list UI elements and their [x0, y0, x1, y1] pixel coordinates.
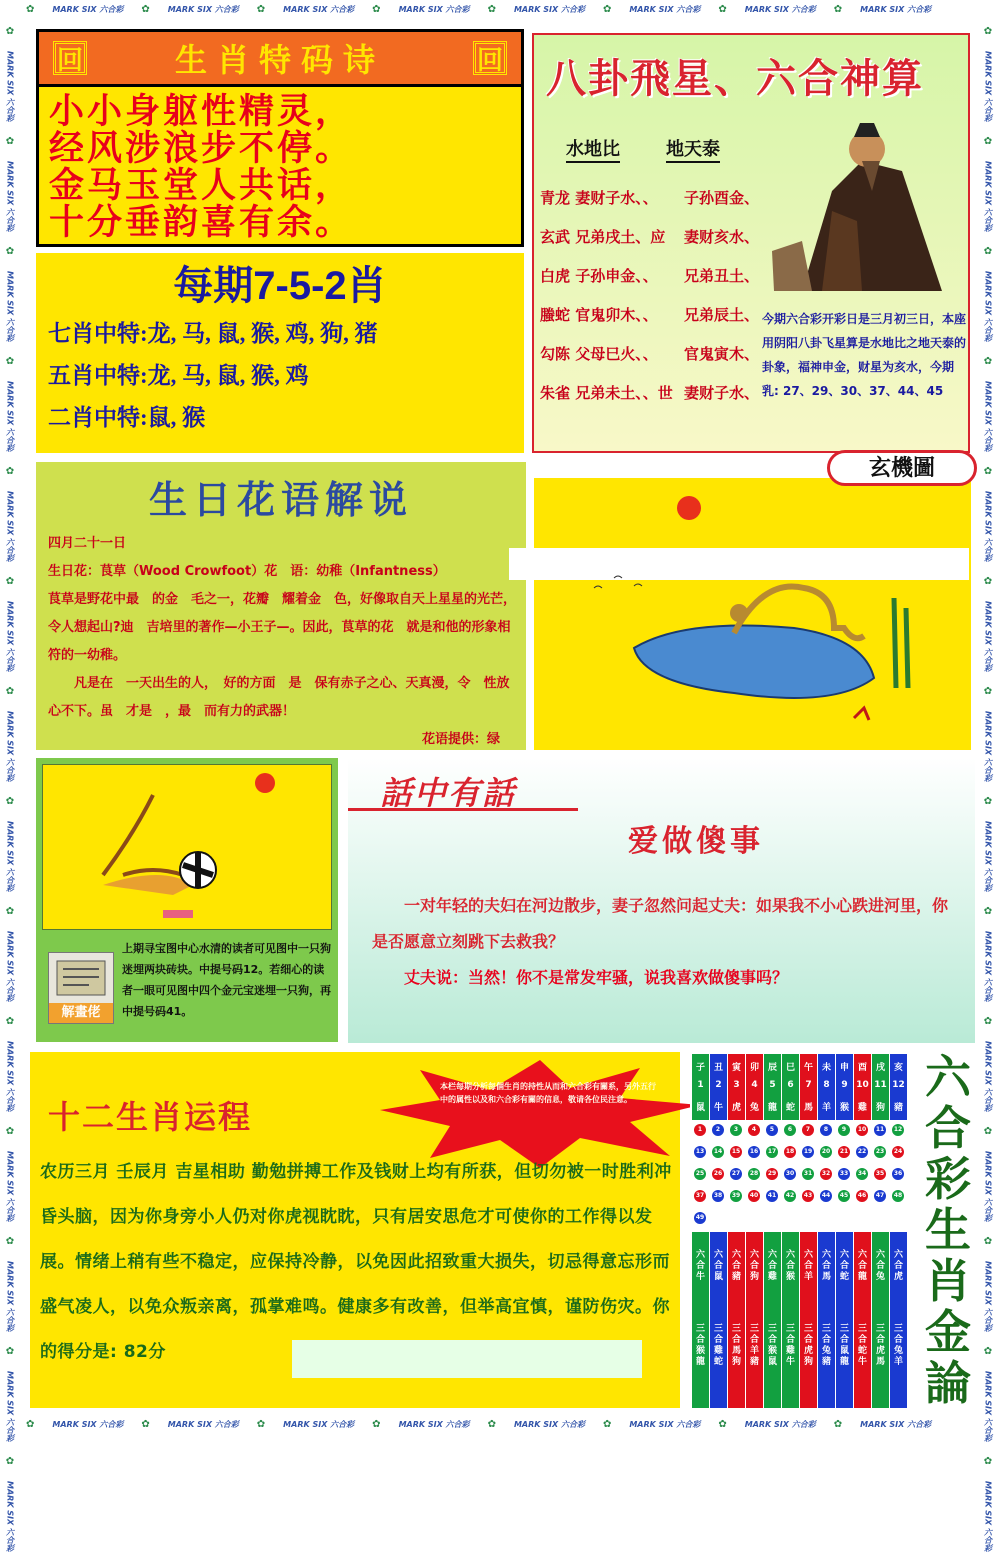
brand-mark: MARK SIX 六合彩 [5, 1041, 15, 1112]
number-ball: 41 [766, 1190, 778, 1202]
puzzle-description: 上期寻宝图中心水清的读者可见图中一只狗迷埋两块砖块。中提号码12。若细心的读者一眼可见图中四个金元宝迷埋一只狗，再中提号码41。 [122, 942, 331, 1018]
title-char: 生 [925, 1203, 971, 1257]
picks-title: 每期7-5-2肖 [173, 264, 387, 308]
zodiac-cell: 蛇 [785, 1103, 795, 1113]
zodiac-cell: 辰 [767, 1063, 777, 1073]
flower-icon: ✿ [256, 1418, 266, 1430]
liuhe-cell: 六合鼠 [713, 1250, 723, 1282]
number-ball: 35 [874, 1168, 886, 1180]
number-ball: 18 [784, 1146, 796, 1158]
liuhe-cell: 六合蛇 [839, 1250, 849, 1282]
brand-mark: MARK SIX 六合彩 [983, 1481, 993, 1552]
number-ball: 33 [838, 1168, 850, 1180]
brand-mark: MARK SIX 六合彩 [744, 4, 816, 14]
zodiac-cell: 3 [733, 1080, 740, 1090]
story-panel [348, 758, 975, 1043]
gua-line: 妻财子水、 [684, 384, 760, 402]
gua-line: 官鬼寅木、 [684, 345, 760, 363]
liuhe-cell: 六合豬 [731, 1250, 741, 1282]
flower-icon: ✿ [602, 1418, 612, 1430]
brand-mark: MARK SIX 六合彩 [983, 1261, 993, 1332]
liuhe-cell: 六合猴 [785, 1250, 795, 1282]
number-ball: 47 [874, 1190, 886, 1202]
story-paragraph: 丈夫说：当然！你不是常发牢骚，说我喜欢做傻事吗？ [404, 968, 789, 987]
brand-mark: MARK SIX 六合彩 [5, 1151, 15, 1222]
flower-icon: ✿ [5, 136, 15, 147]
number-ball: 21 [838, 1146, 850, 1158]
number-ball: 40 [748, 1190, 760, 1202]
number-ball: 7 [802, 1124, 814, 1136]
flower-title: 生日花语解说 [148, 477, 413, 522]
brand-mark: MARK SIX 六合彩 [629, 4, 701, 14]
number-ball: 46 [856, 1190, 868, 1202]
zodiac-column [890, 1054, 907, 1408]
brand-mark: MARK SIX 六合彩 [983, 1041, 993, 1112]
flower-icon: ✿ [256, 3, 266, 15]
zodiac-column [782, 1054, 799, 1408]
zodiac-cell: 戌 [875, 1063, 885, 1073]
number-ball: 25 [694, 1168, 706, 1180]
number-ball: 30 [784, 1168, 796, 1180]
poem-line: 十分垂韵喜有余。 [49, 202, 354, 243]
sanhe-cell: 三合猴鼠 [767, 1324, 777, 1367]
poem-line: 小小身躯性精灵， [49, 91, 354, 132]
title-char: 合 [925, 1101, 971, 1155]
zodiac-cell: 丑 [713, 1063, 723, 1073]
brand-mark: MARK SIX 六合彩 [167, 4, 239, 14]
flower-icon: ✿ [26, 1418, 35, 1430]
number-ball: 12 [892, 1124, 904, 1136]
liuhe-cell: 六合狗 [749, 1250, 759, 1282]
flower-icon: ✿ [5, 686, 15, 697]
xuanji-panel [534, 455, 971, 750]
number-ball: 2 [712, 1124, 724, 1136]
brand-mark: MARK SIX 六合彩 [5, 1371, 15, 1442]
brand-mark: MARK SIX 六合彩 [513, 1419, 585, 1429]
flower-icon: ✿ [983, 1016, 993, 1027]
rock-shape [634, 626, 874, 699]
flower-icon: ✿ [5, 576, 15, 587]
brand-mark: MARK SIX 六合彩 [398, 4, 470, 14]
scroll-icon [49, 953, 113, 1003]
flower-icon: ✿ [5, 26, 15, 37]
brand-mark: MARK SIX 六合彩 [5, 821, 15, 892]
zodiac-cell: 雞 [857, 1103, 867, 1113]
brand-mark: MARK SIX 六合彩 [52, 4, 124, 14]
flower-icon: ✿ [487, 1418, 496, 1430]
sun-icon [255, 773, 275, 793]
zodiac-cell: 1 [697, 1080, 704, 1090]
flower-icon: ✿ [983, 1236, 993, 1247]
brand-mark: MARK SIX 六合彩 [860, 1419, 932, 1429]
flower-icon: ✿ [5, 1346, 15, 1357]
brand-mark: MARK SIX 六合彩 [744, 1419, 816, 1429]
vertical-title [920, 1052, 976, 1412]
number-ball: 45 [838, 1190, 850, 1202]
flower-icon: ✿ [141, 1418, 150, 1430]
gua-line: 朱雀 兄弟未土、、世 [540, 384, 673, 402]
zodiac-column [764, 1054, 781, 1408]
number-ball: 15 [730, 1146, 742, 1158]
flower-icon: ✿ [718, 1418, 727, 1430]
zodiac-picks-panel [36, 253, 524, 453]
gua-right: 地天泰 [666, 135, 720, 163]
flower-icon: ✿ [983, 26, 993, 37]
number-ball: 10 [856, 1124, 868, 1136]
flower-icon: ✿ [141, 3, 150, 15]
pick-row: 七肖中特:龙, 马, 鼠, 猴, 鸡, 狗, 猪 [48, 321, 378, 346]
zodiac-cell: 虎 [731, 1103, 741, 1113]
flower-icon: ✿ [372, 3, 381, 15]
poem-title: 生肖特码诗 [174, 41, 385, 79]
number-ball: 48 [892, 1190, 904, 1202]
zodiac-column [818, 1054, 835, 1408]
brand-mark: MARK SIX 六合彩 [629, 1419, 701, 1429]
flower-icon: ✿ [718, 3, 727, 15]
number-ball: 29 [766, 1168, 778, 1180]
zodiac-cell: 羊 [821, 1103, 831, 1113]
zodiac-cell: 龍 [767, 1103, 777, 1113]
poem-header [39, 32, 521, 84]
zodiac-column [746, 1054, 763, 1408]
gua-column-right [684, 187, 759, 421]
flower-source: 花语提供：绿 [421, 732, 500, 747]
bagua-note: 今期六合彩开彩日是三月初三日，本座用阴阳八卦飞星算是水地比之地天泰的卦象，福神申金，财星为亥水，今期乳: 27、29、30、37、44、45 [762, 312, 967, 398]
number-ball: 24 [892, 1146, 904, 1158]
liuhe-cell: 六合虎 [893, 1250, 903, 1282]
liuhe-cell: 六合龍 [857, 1250, 867, 1282]
number-ball: 36 [892, 1168, 904, 1180]
flower-icon: ✿ [5, 1456, 15, 1467]
sanhe-cell: 三合虎狗 [803, 1324, 813, 1367]
zodiac-cell: 子 [695, 1063, 705, 1073]
title-char: 肖 [925, 1254, 971, 1308]
gua-line: 青龙 妻财子水、、 [540, 189, 658, 207]
brand-mark: MARK SIX 六合彩 [983, 711, 993, 782]
flower-paragraph: 凡是在 一天出生的人， 好的方面 是 保有赤子之心、天真漫，令 性放心不下。虽 才是 ，最 而有力的武器！ [48, 676, 510, 719]
flower-icon: ✿ [5, 246, 15, 257]
brand-mark: MARK SIX 六合彩 [983, 1151, 993, 1222]
number-ball: 38 [712, 1190, 724, 1202]
zodiac-cell: 4 [751, 1080, 758, 1090]
sage-illustration [762, 101, 962, 301]
flower-icon: ✿ [983, 686, 993, 697]
burst-text: 本栏每期分析每個生肖的持性从而和六合彩有關系，另外五行中的属性以及和六合彩有關的信息，敬请各位民注意。 [440, 1082, 656, 1104]
number-ball: 23 [874, 1146, 886, 1158]
bagua-panel [532, 33, 970, 453]
zodiac-fortune-panel [30, 1052, 680, 1408]
zodiac-column [854, 1054, 871, 1408]
number-ball: 39 [730, 1190, 742, 1202]
flower-icon: ✿ [487, 3, 496, 15]
flower-icon: ✿ [983, 466, 993, 477]
brand-mark: MARK SIX 六合彩 [983, 271, 993, 342]
flower-icon: ✿ [5, 1236, 15, 1247]
zodiac-text: 农历三月 壬辰月 吉星相助 勤勉拼搏工作及钱财上均有所获，但切勿被一时胜利冲昏头脑，因为你身旁小人仍对你虎视眈眈，只有居安思危才可使你的工作得以发展。情绪上稍有些不稳定，应保持冷静，以免因此招致重大损失，切忌得意忘形而盛气凌人，以免众叛亲离，孤掌难鸣。健康多有改善，但举高宜慎，谨防伤灾。你的得分是: 82分 [40, 1162, 672, 1362]
zodiac-cell: 8 [823, 1080, 830, 1090]
zodiac-cell: 巳 [785, 1063, 795, 1073]
flower-icon: ✿ [983, 1126, 993, 1137]
flower-icon: ✿ [5, 1126, 15, 1137]
number-ball: 5 [766, 1124, 778, 1136]
brand-mark: MARK SIX 六合彩 [5, 1261, 15, 1332]
brand-mark: MARK SIX 六合彩 [5, 271, 15, 342]
xuanji-scene [534, 478, 971, 750]
zodiac-cell: 牛 [713, 1103, 723, 1113]
brand-mark: MARK SIX 六合彩 [983, 601, 993, 672]
top-border-strip [0, 0, 998, 18]
zodiac-column [710, 1054, 727, 1408]
sanhe-cell: 三合蛇牛 [857, 1324, 867, 1367]
flower-line: 生日花：茛草（Wood Crowfoot）花 语：幼稚（Infantness） [48, 564, 446, 579]
zodiac-cell: 寅 [731, 1063, 741, 1073]
zodiac-column [872, 1054, 889, 1408]
brand-mark: MARK SIX 六合彩 [283, 4, 355, 14]
bottom-border-strip [0, 1415, 998, 1433]
number-ball: 34 [856, 1168, 868, 1180]
zodiac-cell: 卯 [749, 1063, 759, 1073]
brand-mark: MARK SIX 六合彩 [5, 51, 15, 122]
number-ball: 20 [820, 1146, 832, 1158]
zodiac-column [692, 1054, 709, 1408]
brand-mark: MARK SIX 六合彩 [5, 491, 15, 562]
zodiac-cell: 馬 [803, 1103, 813, 1113]
zodiac-cell: 鼠 [695, 1103, 705, 1113]
sanhe-cell: 三合兔羊 [893, 1324, 903, 1367]
number-ball: 8 [820, 1124, 832, 1136]
number-ball: 37 [694, 1190, 706, 1202]
zodiac-column [800, 1054, 817, 1408]
number-ball: 4 [748, 1124, 760, 1136]
zodiac-poem-panel [36, 29, 524, 247]
puzzle-illustration [43, 765, 333, 931]
number-ball: 9 [838, 1124, 850, 1136]
left-border-strip [0, 18, 20, 1552]
number-ball: 49 [694, 1212, 706, 1224]
brand-mark: MARK SIX 六合彩 [5, 1481, 15, 1552]
zodiac-cell: 豬 [893, 1103, 903, 1113]
brand-mark: MARK SIX 六合彩 [983, 491, 993, 562]
brand-mark: MARK SIX 六合彩 [283, 1419, 355, 1429]
gua-line: 子孙酉金、 [684, 189, 760, 207]
number-ball: 13 [694, 1146, 706, 1158]
number-ball: 26 [712, 1168, 724, 1180]
flower-icon: ✿ [983, 906, 993, 917]
brand-mark: MARK SIX 六合彩 [5, 601, 15, 672]
story-title: 爱做傻事 [628, 824, 764, 859]
poem-line: 经风涉浪步不停。 [49, 128, 354, 169]
flower-date: 四月二十一日 [48, 536, 127, 551]
flower-icon: ✿ [5, 906, 15, 917]
gua-line: 白虎 子孙申金、、 [540, 267, 658, 285]
gua-line: 兄弟辰土、 [684, 306, 760, 324]
flower-icon: ✿ [5, 1016, 15, 1027]
flower-icon: ✿ [5, 356, 15, 367]
flower-icon: ✿ [833, 1418, 843, 1430]
number-ball: 27 [730, 1168, 742, 1180]
zodiac-column [836, 1054, 853, 1408]
flower-icon: ✿ [983, 246, 993, 257]
flower-icon: ✿ [983, 1346, 993, 1357]
sanhe-cell: 三合鼠龍 [839, 1324, 849, 1367]
flower-text [48, 530, 523, 754]
flower-language-panel [36, 462, 526, 750]
number-ball: 32 [820, 1168, 832, 1180]
brand-mark: MARK SIX 六合彩 [983, 931, 993, 1002]
number-ball: 31 [802, 1168, 814, 1180]
zodiac-cell: 9 [841, 1080, 848, 1090]
sun-icon [677, 496, 701, 520]
liuhe-cell: 六合馬 [821, 1250, 831, 1282]
gua-line: 兄弟丑土、 [684, 267, 760, 285]
zodiac-cell: 12 [892, 1080, 905, 1090]
number-ball: 44 [820, 1190, 832, 1202]
brand-mark: MARK SIX 六合彩 [5, 381, 15, 452]
brand-mark: MARK SIX 六合彩 [983, 821, 993, 892]
story-paragraph: 一对年轻的夫妇在河边散步，妻子忽然问起丈夫：如果我不小心跌进河里，你是否愿意立刻跳下去救我？ [372, 896, 949, 951]
number-ball: 6 [784, 1124, 796, 1136]
highlight-block [292, 1340, 642, 1378]
zodiac-cell: 6 [787, 1080, 794, 1090]
flower-icon: ✿ [5, 466, 15, 477]
number-ball: 28 [748, 1168, 760, 1180]
story-text [372, 888, 962, 996]
liuhe-cell: 六合牛 [695, 1250, 705, 1282]
liuhe-cell: 六合羊 [803, 1250, 813, 1282]
right-frame-glyph: 回 [473, 41, 507, 75]
number-ball: 1 [694, 1124, 706, 1136]
bagua-title: 八卦飛星、六合神算 [546, 55, 924, 102]
title-char: 金 [925, 1305, 971, 1359]
title-char: 論 [925, 1356, 971, 1410]
zodiac-cell: 亥 [893, 1063, 903, 1073]
title-char: 彩 [925, 1152, 971, 1206]
flower-icon: ✿ [833, 3, 843, 15]
brand-mark: MARK SIX 六合彩 [167, 1419, 239, 1429]
xuanji-illustration [534, 478, 971, 750]
puzzle-picture [42, 764, 332, 930]
zodiac-grid [690, 1054, 916, 1408]
flower-icon: ✿ [983, 136, 993, 147]
brand-mark: MARK SIX 六合彩 [983, 51, 993, 122]
zodiac-cell: 兔 [749, 1103, 759, 1113]
zodiac-cell: 狗 [875, 1103, 885, 1113]
zodiac-title: 十二生肖运程 [48, 1098, 253, 1136]
liuhe-cell: 六合雞 [767, 1250, 777, 1282]
brand-mark: MARK SIX 六合彩 [52, 1419, 124, 1429]
gua-line: 螣蛇 官鬼卯木、、 [540, 306, 658, 324]
brand-mark: MARK SIX 六合彩 [983, 1371, 993, 1442]
pick-row: 五肖中特:龙, 马, 鼠, 猴, 鸡 [48, 363, 309, 388]
sanhe-cell: 三合馬狗 [731, 1324, 741, 1367]
puzzle-logo [48, 952, 114, 1024]
sanhe-cell: 三合猴龍 [695, 1324, 705, 1367]
number-ball: 14 [712, 1146, 724, 1158]
flower-icon: ✿ [26, 3, 35, 15]
number-ball: 16 [748, 1146, 760, 1158]
number-ball: 11 [874, 1124, 886, 1136]
number-ball: 3 [730, 1124, 742, 1136]
number-ball: 42 [784, 1190, 796, 1202]
flower-icon: ✿ [983, 356, 993, 367]
title-char: 六 [925, 1050, 971, 1104]
liuhe-cell: 六合兔 [875, 1250, 885, 1282]
flower-paragraph: 茛草是野花中最 的金 毛之一，花瓣 耀着金 色，好像取自天上星星的光芒， 令人想起山?迪 吉培里的著作—小王子—。因此，茛草的花 就是和他的形象相符的一幼稚。 [48, 592, 523, 663]
flower-icon: ✿ [983, 576, 993, 587]
zodiac-column [728, 1054, 745, 1408]
zodiac-cell: 午 [803, 1063, 813, 1073]
zodiac-cell: 11 [874, 1080, 887, 1090]
poem-line: 金马玉堂人共话， [49, 165, 354, 206]
zodiac-cell: 申 [839, 1063, 849, 1073]
zodiac-cell: 7 [805, 1080, 812, 1090]
zodiac-cell: 2 [715, 1080, 722, 1090]
brand-mark: MARK SIX 六合彩 [5, 931, 15, 1002]
brand-mark: MARK SIX 六合彩 [513, 4, 585, 14]
number-ball: 19 [802, 1146, 814, 1158]
brand-mark: MARK SIX 六合彩 [5, 711, 15, 782]
xuanji-badge: 玄機圖 [827, 450, 977, 486]
zodiac-cell: 10 [856, 1080, 869, 1090]
brand-mark: MARK SIX 六合彩 [398, 1419, 470, 1429]
right-border-strip [978, 18, 998, 1552]
brand-mark: MARK SIX 六合彩 [983, 161, 993, 232]
gua-line: 妻财亥水、 [684, 228, 760, 246]
zodiac-cell: 未 [821, 1063, 831, 1073]
gua-line: 勾陈 父母巳火、、 [540, 345, 658, 363]
gua-column-left [540, 187, 673, 421]
pick-row: 二肖中特:鼠, 猴 [48, 405, 206, 430]
brand-mark: MARK SIX 六合彩 [5, 161, 15, 232]
number-ball: 17 [766, 1146, 778, 1158]
gua-line: 玄武 兄弟戌土、应 [540, 228, 666, 246]
number-ball: 43 [802, 1190, 814, 1202]
puzzle-logo-label: 解畫佬 [49, 1003, 113, 1023]
sanhe-cell: 三合兔豬 [821, 1324, 831, 1367]
sanhe-cell: 三合羊豬 [749, 1324, 759, 1367]
gua-left: 水地比 [566, 135, 620, 163]
brand-mark: MARK SIX 六合彩 [860, 4, 932, 14]
left-frame-glyph: 回 [53, 41, 87, 75]
flower-icon: ✿ [5, 796, 15, 807]
flower-icon: ✿ [372, 1418, 381, 1430]
sanhe-cell: 三合虎馬 [875, 1324, 885, 1367]
flower-icon: ✿ [602, 3, 612, 15]
zodiac-cell: 猴 [839, 1103, 849, 1113]
zodiac-cell: 酉 [857, 1063, 867, 1073]
sanhe-cell: 三合雞蛇 [713, 1324, 723, 1367]
puzzle-panel [36, 758, 338, 1042]
flower-icon: ✿ [983, 1456, 993, 1467]
poem-body [39, 87, 521, 244]
zodiac-cell: 5 [769, 1080, 776, 1090]
brand-mark: MARK SIX 六合彩 [983, 381, 993, 452]
white-band [509, 548, 969, 580]
number-ball: 22 [856, 1146, 868, 1158]
flower-icon: ✿ [983, 796, 993, 807]
story-tag: 話中有話 [380, 774, 517, 812]
sanhe-cell: 三合雞牛 [785, 1324, 795, 1367]
